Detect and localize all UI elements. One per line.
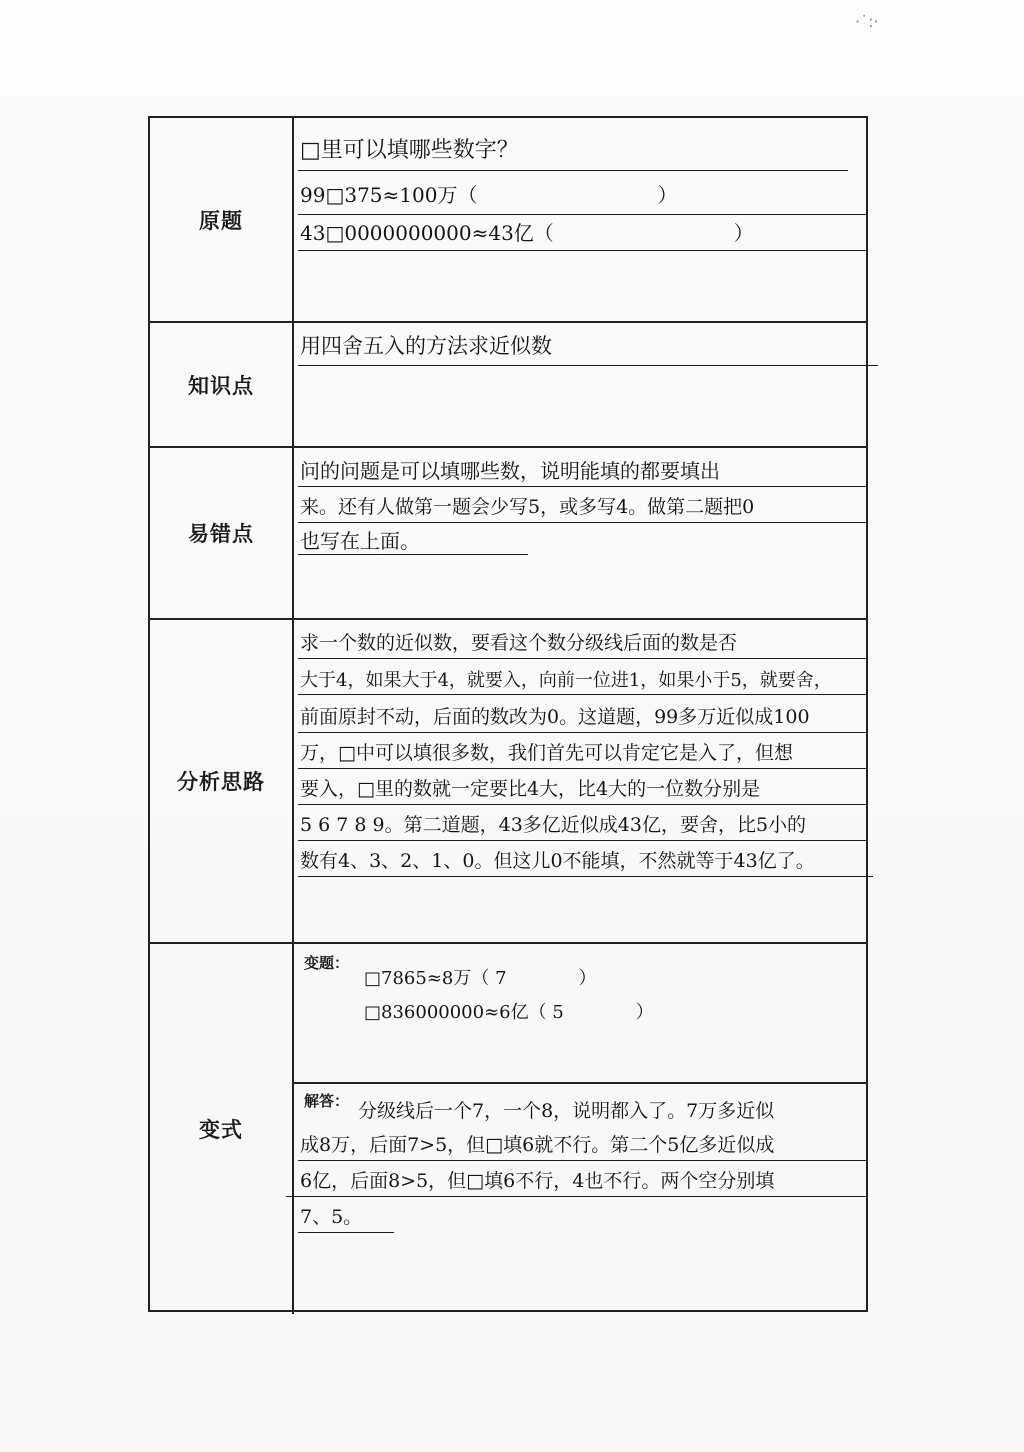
rule-line bbox=[298, 365, 878, 366]
analysis-line-7: 数有4、3、2、1、0。但这儿0不能填，不然就等于43亿了。 bbox=[300, 850, 815, 872]
variant-answer-line-2: 成8万，后面7>5，但□填6就不行。第二个5亿多近似成 bbox=[300, 1134, 775, 1156]
content-knowledge bbox=[294, 323, 866, 446]
analysis-line-4: 万，□中可以填很多数，我们首先可以肯定它是入了，但想 bbox=[300, 742, 793, 764]
analysis-line-6: 5 6 7 8 9。第二道题，43多亿近似成43亿，要舍，比5小的 bbox=[300, 814, 807, 836]
rule-line bbox=[298, 1160, 868, 1161]
analysis-line-5: 要入，□里的数就一定要比4大，比4大的一位数分别是 bbox=[300, 778, 761, 800]
rule-line bbox=[298, 658, 868, 659]
rule-line bbox=[286, 1196, 866, 1197]
original-problem-1: 99□375≈100万（ ） bbox=[300, 183, 678, 207]
label-knowledge: 知识点 bbox=[150, 323, 294, 446]
label-original: 原题 bbox=[150, 118, 294, 321]
rule-line bbox=[298, 1232, 394, 1233]
content-variant bbox=[294, 944, 866, 1314]
variant-problem-2: □836000000≈6亿（ 5 ） bbox=[364, 1002, 654, 1023]
variant-answer-tag: 解答： bbox=[304, 1093, 350, 1110]
variant-answer-line-4: 7、5。 bbox=[300, 1206, 363, 1228]
error-analysis-table bbox=[148, 116, 868, 1312]
analysis-line-3: 前面原封不动，后面的数改为0。这道题，99多万近似成100 bbox=[300, 706, 810, 728]
rule-line bbox=[298, 804, 868, 805]
original-question: □里可以填哪些数字？ bbox=[300, 138, 519, 163]
mistakes-line-3: 也写在上面。 bbox=[300, 529, 420, 553]
rule-line bbox=[298, 732, 868, 733]
label-mistakes: 易错点 bbox=[150, 448, 294, 618]
variant-divider bbox=[294, 1082, 866, 1084]
label-variant: 变式 bbox=[150, 944, 294, 1314]
mistakes-line-2: 来。还有人做第一题会少写5，或多写4。做第二题把0 bbox=[300, 496, 755, 518]
variant-answer-line-3: 6亿，后面8>5，但□填6不行，4也不行。两个空分别填 bbox=[300, 1170, 775, 1192]
mistakes-line-1: 问的问题是可以填哪些数，说明能填的都要填出 bbox=[300, 459, 720, 483]
original-problem-2: 43□0000000000≈43亿（ ） bbox=[300, 221, 754, 245]
variant-answer-line-1: 分级线后一个7，一个8，说明都入了。7万多近似 bbox=[358, 1100, 775, 1122]
content-mistakes bbox=[294, 448, 866, 618]
content-original bbox=[294, 118, 866, 321]
row-analysis bbox=[150, 620, 866, 944]
rule-line bbox=[298, 876, 873, 877]
paper-mark: ·˙:· bbox=[855, 12, 879, 31]
knowledge-text: 用四舍五入的方法求近似数 bbox=[300, 334, 552, 358]
content-analysis bbox=[294, 620, 866, 942]
variant-problem-1: □7865≈8万（ 7 ） bbox=[364, 968, 597, 989]
rule-line bbox=[298, 250, 868, 251]
rule-line bbox=[298, 554, 528, 555]
rule-line bbox=[298, 522, 868, 523]
rule-line bbox=[298, 170, 848, 171]
row-knowledge bbox=[150, 323, 866, 448]
analysis-line-2: 大于4，如果大于4，就要入，向前一位进1，如果小于5，就要舍， bbox=[300, 670, 832, 691]
label-analysis: 分析思路 bbox=[150, 620, 294, 942]
rule-line bbox=[298, 214, 868, 215]
variant-problem-tag: 变题： bbox=[304, 955, 350, 972]
rule-line bbox=[298, 840, 868, 841]
row-variant bbox=[150, 944, 866, 1314]
rule-line bbox=[298, 768, 868, 769]
row-mistakes bbox=[150, 448, 866, 620]
row-original bbox=[150, 118, 866, 323]
analysis-line-1: 求一个数的近似数，要看这个数分级线后面的数是否 bbox=[300, 632, 738, 654]
rule-line bbox=[298, 694, 868, 695]
rule-line bbox=[298, 486, 868, 487]
